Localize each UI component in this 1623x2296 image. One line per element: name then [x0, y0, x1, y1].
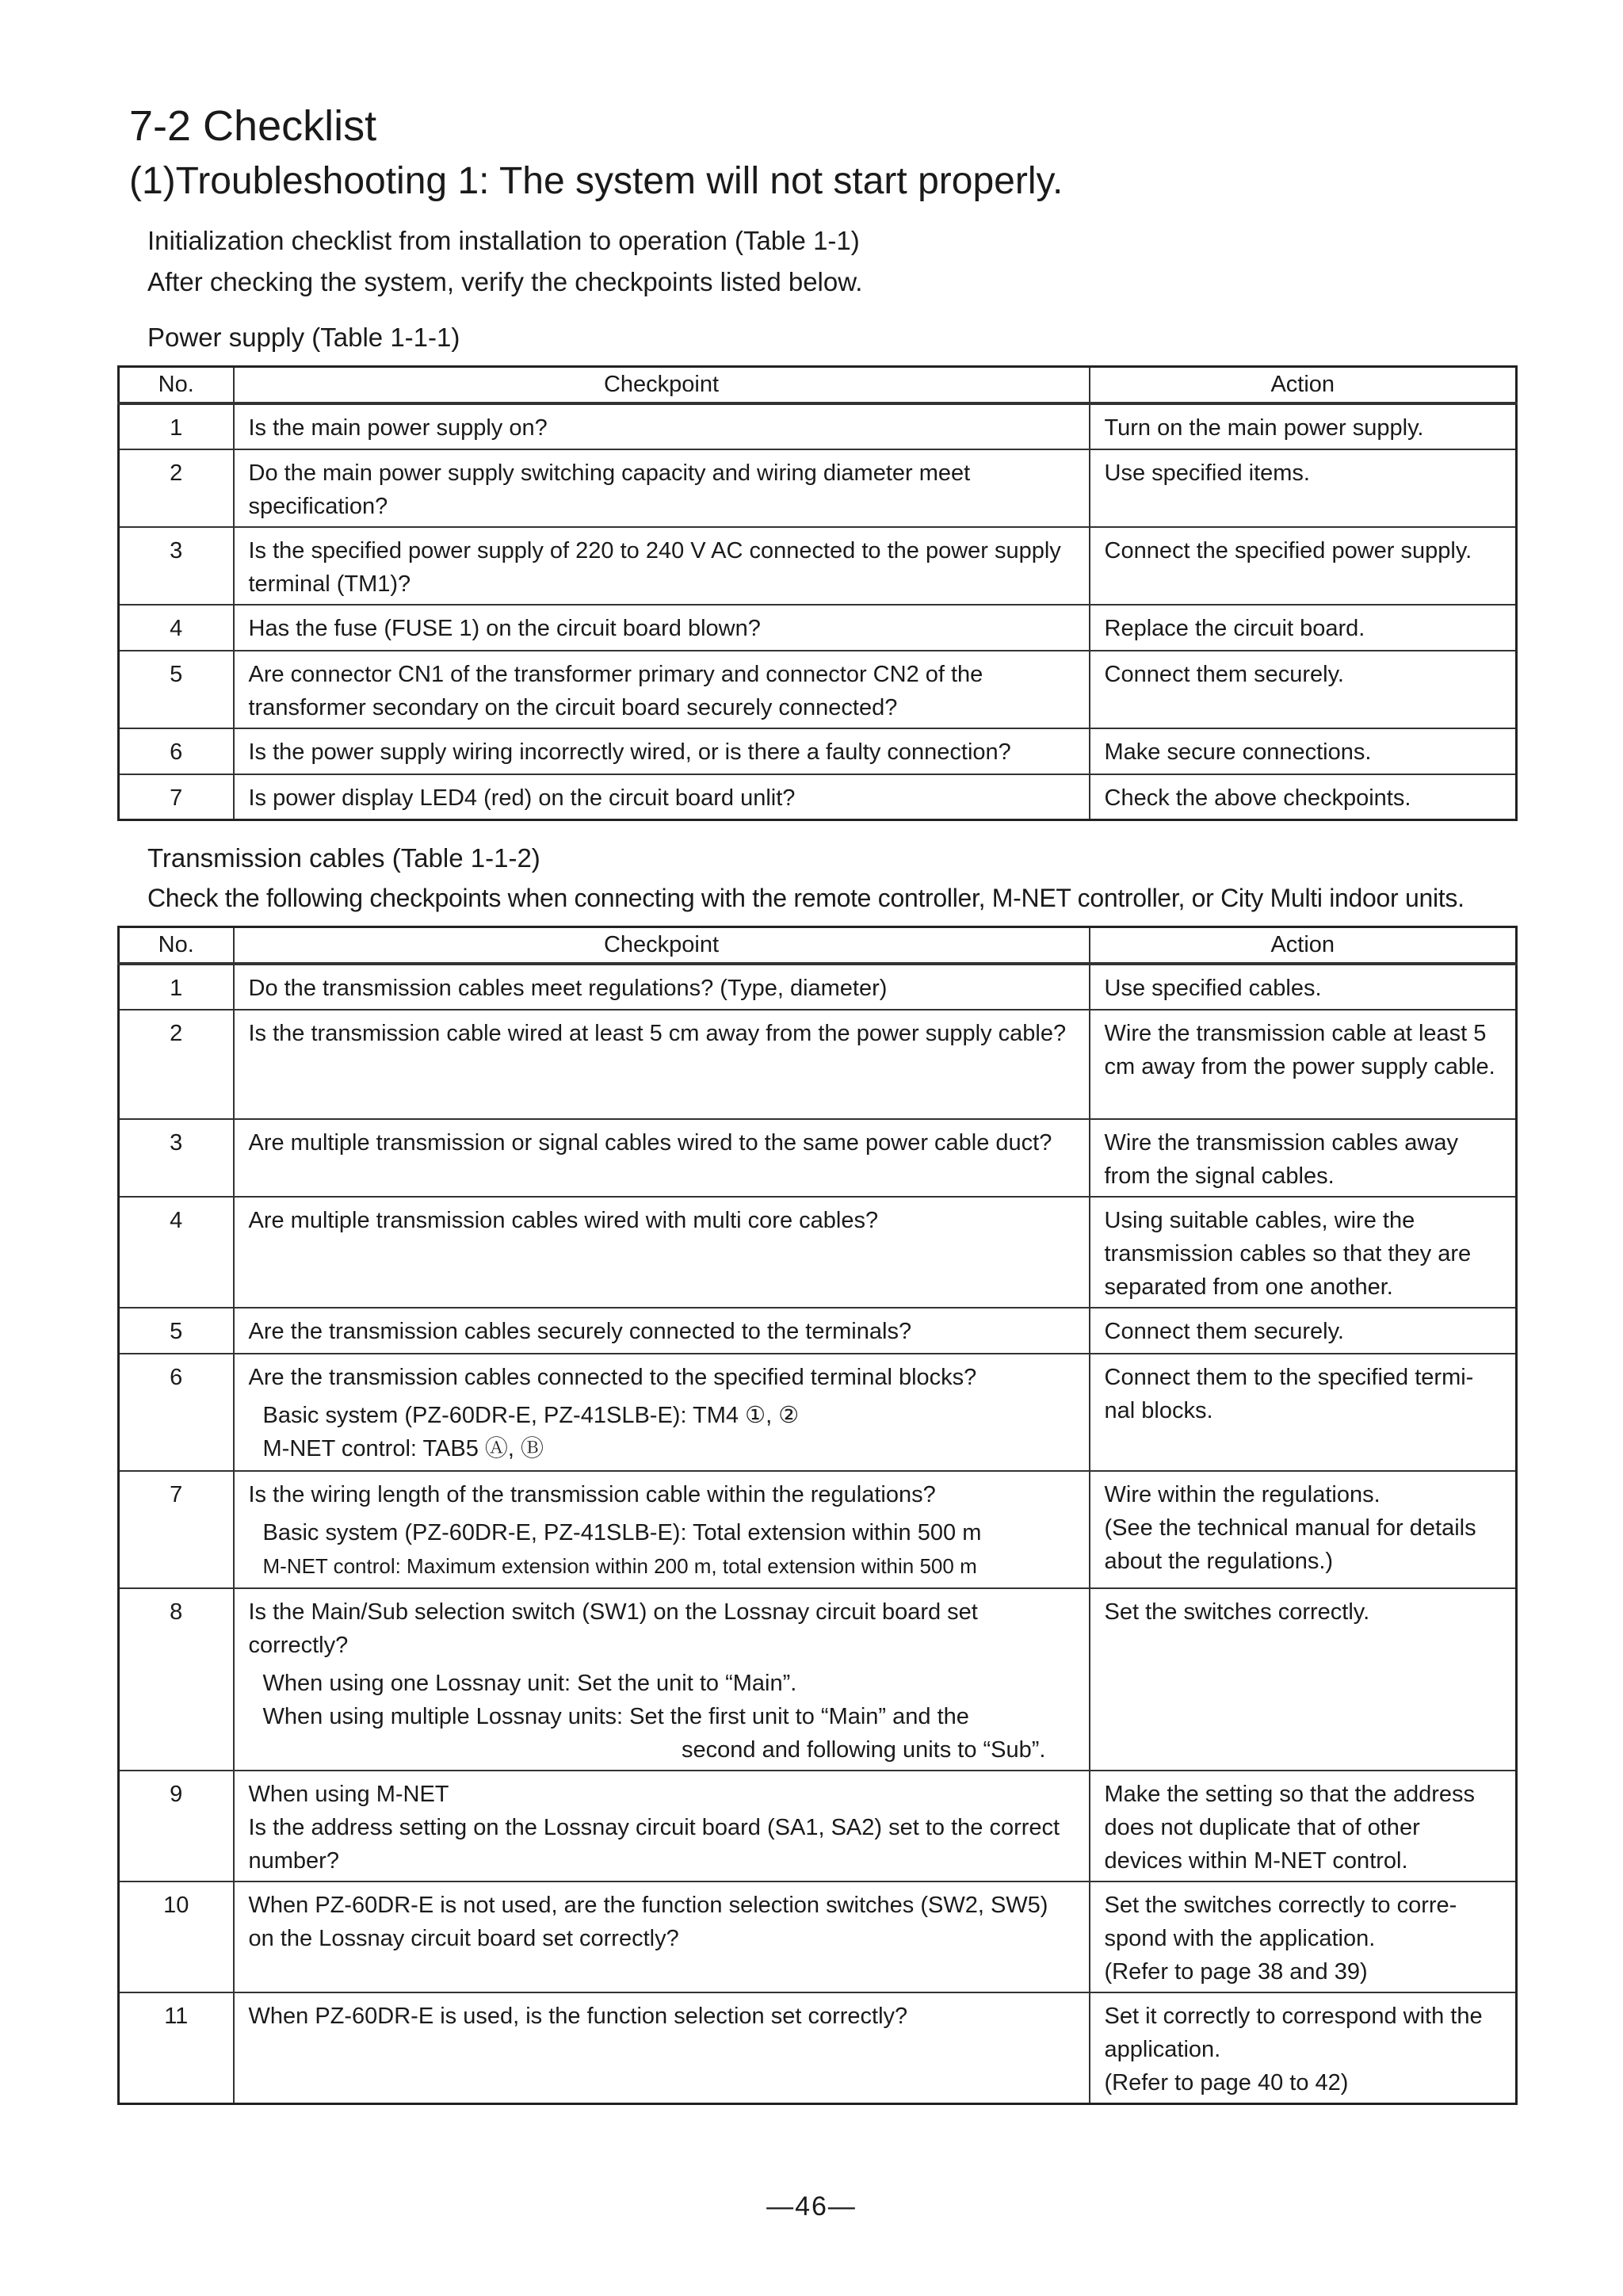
row-checkpoint: Is power display LED4 (red) on the circuit board unlit?	[234, 774, 1090, 820]
row-no: 6	[119, 728, 234, 774]
table-row	[119, 1771, 1517, 1881]
row-no: 7	[119, 774, 234, 820]
row-checkpoint-text: Is the wiring length of the transmission cable within the regulations?	[248, 1481, 936, 1507]
row-no: 4	[119, 1197, 234, 1308]
row-action: Connect the specified power supply.	[1090, 527, 1517, 605]
row-action: Connect them securely.	[1090, 651, 1517, 728]
power-table-caption: Power supply (Table 1-1-1)	[147, 323, 460, 352]
table-header-row	[119, 927, 1517, 964]
row-action: Wire the transmission cables away from the signal cables.	[1090, 1119, 1517, 1197]
row-action-text: Wire within the regulations.	[1104, 1481, 1381, 1507]
row-checkpoint: Are the transmission cables securely connected to the terminals?	[234, 1308, 1090, 1354]
row-checkpoint	[234, 1588, 1090, 1771]
row-checkpoint	[234, 1354, 1090, 1471]
row-action: Replace the circuit board.	[1090, 605, 1517, 651]
row-checkpoint: Do the main power supply switching capacity and wiring diameter meet specification?	[234, 449, 1090, 527]
row-no: 2	[119, 449, 234, 527]
table-row	[119, 1119, 1517, 1197]
row-checkpoint: Is the main power supply on?	[234, 403, 1090, 449]
table-header-row	[119, 367, 1517, 403]
row-no: 1	[119, 403, 234, 449]
row-action: Use specified items.	[1090, 449, 1517, 527]
row-checkpoint: Is the transmission cable wired at least 5 cm away from the power supply cable?	[234, 1010, 1090, 1119]
table-row	[119, 1881, 1517, 1992]
row-checkpoint-text: Is the Main/Sub selection switch (SW1) on the Lossnay circuit board set correctly?	[248, 1599, 978, 1658]
row-action-note: (Refer to page 38 and 39)	[1104, 1958, 1368, 1985]
row-action: Make secure connections.	[1090, 728, 1517, 774]
row-checkpoint: Is the specified power supply of 220 to 240 V AC connected to the power supply terminal (TM1)?	[234, 527, 1090, 605]
row-no: 8	[119, 1588, 234, 1771]
table-row	[119, 964, 1517, 1010]
row-checkpoint-detail: Basic system (PZ-60DR-E, PZ-41SLB-E): Total extension within 500 m	[262, 1519, 982, 1545]
row-checkpoint-detail: When using one Lossnay unit: Set the unit to “Main”.	[262, 1670, 797, 1696]
table-row	[119, 1197, 1517, 1308]
row-no: 7	[119, 1471, 234, 1588]
intro-line-2: After checking the system, verify the checkpoints listed below.	[147, 267, 863, 296]
row-no: 2	[119, 1010, 234, 1119]
table-row	[119, 527, 1517, 605]
table-row	[119, 774, 1517, 820]
row-checkpoint-text: Are the transmission cables connected to the specified terminal blocks?	[248, 1364, 977, 1390]
row-action: Connect them to the specified termi-nal blocks.	[1090, 1354, 1517, 1471]
header-no: No.	[119, 367, 234, 403]
row-no: 9	[119, 1771, 234, 1881]
subsection-title: (1)Troubleshooting 1: The system will not start properly.	[129, 160, 1064, 202]
row-action: Using suitable cables, wire the transmission cables so that they are separated from one another.	[1090, 1197, 1517, 1308]
row-checkpoint-detail: second and following units to “Sub”.	[682, 1736, 1046, 1763]
table-row	[119, 1471, 1517, 1588]
row-no: 1	[119, 964, 234, 1010]
row-action-note: (See the technical manual for details about the regulations.)	[1104, 1515, 1476, 1574]
row-checkpoint: Are connector CN1 of the transformer primary and connector CN2 of the transformer secondary on the circuit board securely connected?	[234, 651, 1090, 728]
row-checkpoint: Is the power supply wiring incorrectly wired, or is there a faulty connection?	[234, 728, 1090, 774]
table-row	[119, 605, 1517, 651]
table-row	[119, 449, 1517, 527]
row-checkpoint: Do the transmission cables meet regulations? (Type, diameter)	[234, 964, 1090, 1010]
table-row	[119, 728, 1517, 774]
row-checkpoint-text: Is the address setting on the Lossnay circuit board (SA1, SA2) set to the correct number?	[248, 1814, 1060, 1874]
header-action: Action	[1090, 927, 1517, 964]
power-supply-table	[117, 365, 1518, 821]
transmission-note: Check the following checkpoints when connecting with the remote controller, M-NET controller, or City Multi indoor units.	[147, 884, 1465, 912]
transmission-table-caption: Transmission cables (Table 1-1-2)	[147, 843, 540, 873]
header-no: No.	[119, 927, 234, 964]
row-checkpoint: When PZ-60DR-E is not used, are the function selection switches (SW2, SW5) on the Lossnay circuit board set correctly?	[234, 1881, 1090, 1992]
table-row	[119, 1354, 1517, 1471]
row-checkpoint-detail: M-NET control: TAB5 Ⓐ, Ⓑ	[262, 1435, 544, 1461]
row-action: Use specified cables.	[1090, 964, 1517, 1010]
header-checkpoint: Checkpoint	[234, 927, 1090, 964]
row-no: 4	[119, 605, 234, 651]
header-checkpoint: Checkpoint	[234, 367, 1090, 403]
row-no: 10	[119, 1881, 234, 1992]
row-action: Set the switches correctly.	[1090, 1588, 1517, 1771]
row-action-text: Set the switches correctly to corre-spond with the application.	[1104, 1892, 1457, 1951]
table-row	[119, 1308, 1517, 1354]
row-no: 6	[119, 1354, 234, 1471]
row-action: Wire the transmission cable at least 5 cm away from the power supply cable.	[1090, 1010, 1517, 1119]
row-action	[1090, 1992, 1517, 2104]
row-action-note: (Refer to page 40 to 42)	[1104, 2069, 1349, 2095]
intro-line-1: Initialization checklist from installation to operation (Table 1-1)	[147, 226, 860, 255]
row-no: 11	[119, 1992, 234, 2104]
row-checkpoint-detail: Basic system (PZ-60DR-E, PZ-41SLB-E): TM4 ①, ②	[262, 1402, 800, 1428]
row-action	[1090, 1881, 1517, 1992]
row-action-text: Set it correctly to correspond with the application.	[1104, 2003, 1483, 2062]
transmission-cables-table	[117, 926, 1518, 2105]
row-no: 3	[119, 527, 234, 605]
row-checkpoint	[234, 1771, 1090, 1881]
row-checkpoint: Are multiple transmission cables wired with multi core cables?	[234, 1197, 1090, 1308]
row-no: 5	[119, 1308, 234, 1354]
table-row	[119, 651, 1517, 728]
row-checkpoint: When PZ-60DR-E is used, is the function selection set correctly?	[234, 1992, 1090, 2104]
row-no: 5	[119, 651, 234, 728]
row-checkpoint-detail: When using multiple Lossnay units: Set the first unit to “Main” and the	[262, 1703, 969, 1729]
row-action	[1090, 1471, 1517, 1588]
row-action: Check the above checkpoints.	[1090, 774, 1517, 820]
row-checkpoint: Are multiple transmission or signal cables wired to the same power cable duct?	[234, 1119, 1090, 1197]
row-checkpoint-detail: M-NET control: Maximum extension within 200 m, total extension within 500 m	[262, 1553, 977, 1578]
row-checkpoint-text: When using M-NET	[248, 1781, 449, 1807]
row-no: 3	[119, 1119, 234, 1197]
row-action: Make the setting so that the address does not duplicate that of other devices within M-NET control.	[1090, 1771, 1517, 1881]
row-checkpoint	[234, 1471, 1090, 1588]
section-title: 7-2 Checklist	[129, 102, 377, 150]
row-checkpoint: Has the fuse (FUSE 1) on the circuit board blown?	[234, 605, 1090, 651]
table-row	[119, 1992, 1517, 2104]
page-number: —46—	[766, 2191, 857, 2222]
header-action: Action	[1090, 367, 1517, 403]
row-action: Connect them securely.	[1090, 1308, 1517, 1354]
table-row	[119, 403, 1517, 449]
table-row	[119, 1588, 1517, 1771]
table-row	[119, 1010, 1517, 1119]
row-action: Turn on the main power supply.	[1090, 403, 1517, 449]
